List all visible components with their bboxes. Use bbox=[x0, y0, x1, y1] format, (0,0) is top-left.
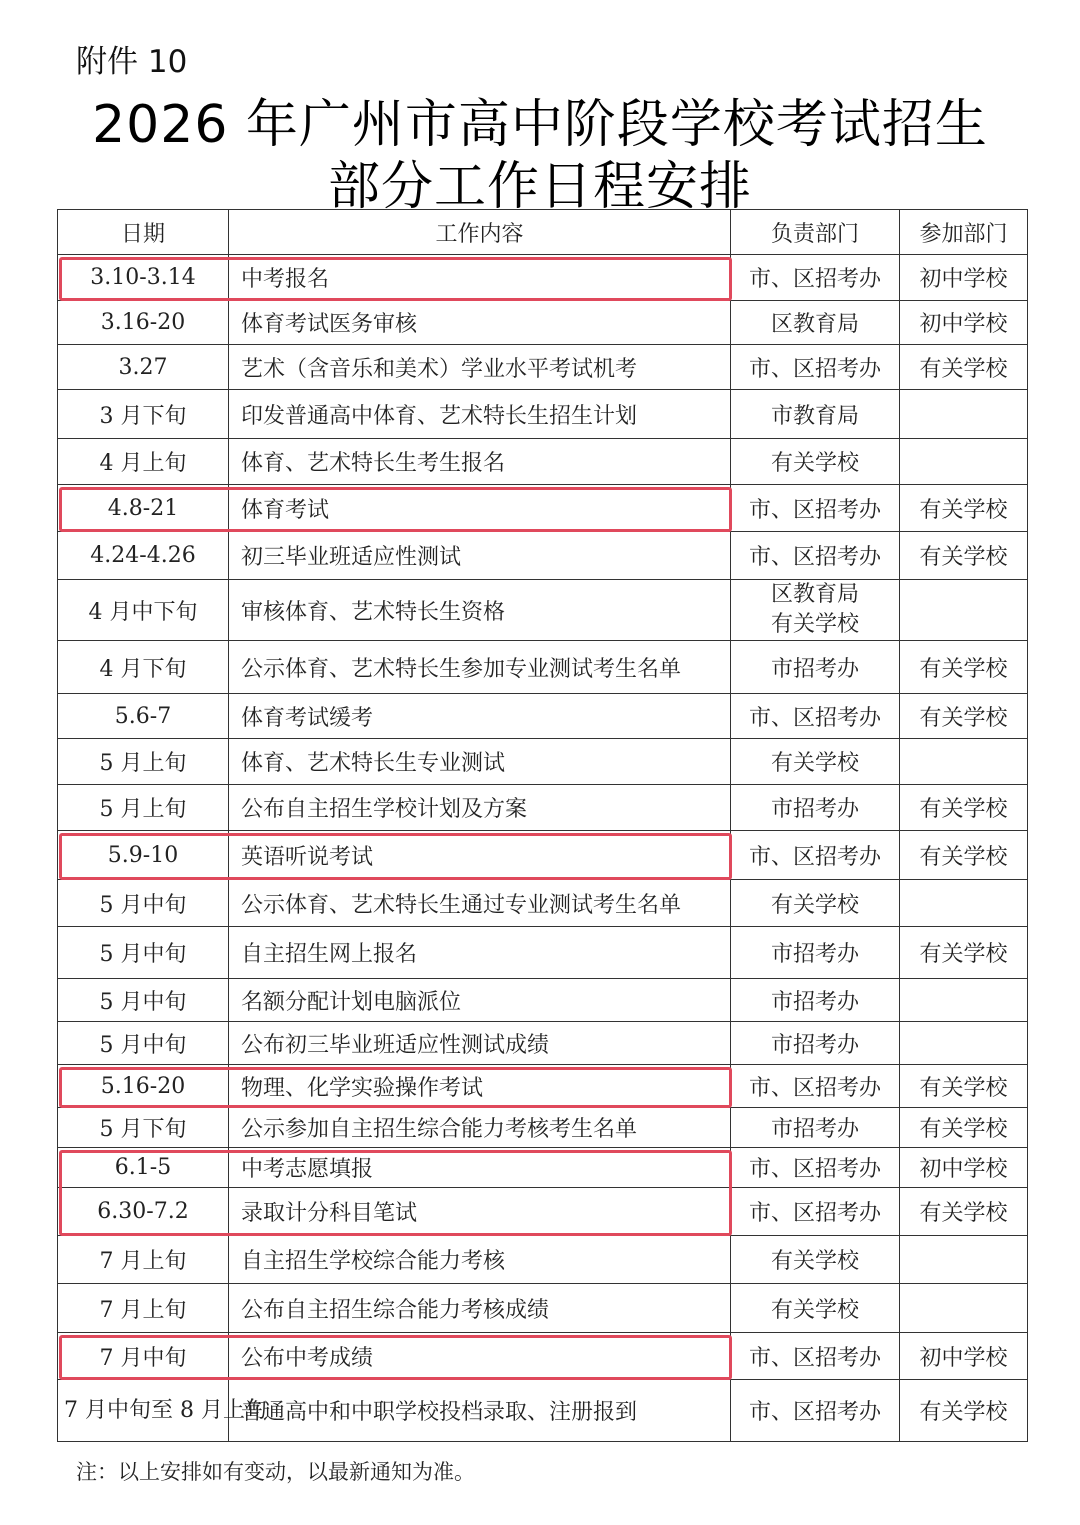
cell-date: 3 月下旬 bbox=[58, 390, 229, 439]
cell-responsible-dept: 市教育局 bbox=[731, 390, 900, 439]
cell-participating-dept bbox=[900, 979, 1028, 1022]
table-row bbox=[58, 880, 1028, 927]
cell-participating-dept bbox=[900, 1284, 1028, 1333]
cell-date: 7 月中旬至 8 月上旬 bbox=[58, 1380, 229, 1442]
table-row bbox=[58, 439, 1028, 485]
cell-participating-dept: 有关学校 bbox=[900, 831, 1028, 880]
document-title: 2026 年广州市高中阶段学校考试招生 bbox=[92, 95, 988, 155]
table-row bbox=[58, 831, 1028, 880]
cell-date: 5 月上旬 bbox=[58, 739, 229, 785]
header-content: 工作内容 bbox=[229, 210, 731, 255]
cell-responsible-dept: 有关学校 bbox=[731, 1284, 900, 1333]
cell-date: 6.1-5 bbox=[58, 1148, 229, 1188]
cell-date: 5 月中旬 bbox=[58, 927, 229, 979]
cell-participating-dept: 有关学校 bbox=[900, 532, 1028, 580]
table-row bbox=[58, 1148, 1028, 1188]
cell-participating-dept: 初中学校 bbox=[900, 1333, 1028, 1380]
cell-content: 普通高中和中职学校投档录取、注册报到 bbox=[229, 1380, 731, 1442]
cell-content: 录取计分科目笔试 bbox=[229, 1188, 731, 1236]
cell-content: 体育考试 bbox=[229, 485, 731, 532]
table-row bbox=[58, 785, 1028, 831]
header-responsible-dept: 负责部门 bbox=[731, 210, 900, 255]
cell-responsible-dept: 市招考办 bbox=[731, 641, 900, 694]
cell-participating-dept bbox=[900, 880, 1028, 927]
table-row bbox=[58, 739, 1028, 785]
table-row bbox=[58, 927, 1028, 979]
document-subtitle: 部分工作日程安排 bbox=[327, 157, 752, 217]
table-row bbox=[58, 485, 1028, 532]
cell-participating-dept: 有关学校 bbox=[900, 485, 1028, 532]
table-row bbox=[58, 1236, 1028, 1284]
cell-content: 初三毕业班适应性测试 bbox=[229, 532, 731, 580]
cell-responsible-dept: 有关学校 bbox=[731, 880, 900, 927]
cell-responsible-dept: 市、区招考办 bbox=[731, 345, 900, 390]
cell-content: 公示参加自主招生综合能力考核考生名单 bbox=[229, 1108, 731, 1148]
cell-content: 审核体育、艺术特长生资格 bbox=[229, 580, 731, 641]
cell-responsible-dept: 市、区招考办 bbox=[731, 831, 900, 880]
cell-content: 名额分配计划电脑派位 bbox=[229, 979, 731, 1022]
cell-responsible-dept: 市招考办 bbox=[731, 1108, 900, 1148]
cell-participating-dept: 有关学校 bbox=[900, 927, 1028, 979]
table-row bbox=[58, 1022, 1028, 1065]
cell-participating-dept: 有关学校 bbox=[900, 641, 1028, 694]
cell-date: 5.16-20 bbox=[58, 1065, 229, 1108]
cell-date: 3.27 bbox=[58, 345, 229, 390]
cell-responsible-dept: 市、区招考办 bbox=[731, 1380, 900, 1442]
cell-date: 5.6-7 bbox=[58, 694, 229, 739]
table-row bbox=[58, 345, 1028, 390]
cell-responsible-dept: 市、区招考办 bbox=[731, 485, 900, 532]
schedule-table bbox=[57, 209, 1028, 1442]
cell-participating-dept: 初中学校 bbox=[900, 301, 1028, 345]
cell-responsible-dept: 有关学校 bbox=[731, 439, 900, 485]
table-row bbox=[58, 1065, 1028, 1108]
cell-responsible-dept: 市招考办 bbox=[731, 785, 900, 831]
cell-responsible-dept: 有关学校 bbox=[731, 1236, 900, 1284]
cell-date: 7 月上旬 bbox=[58, 1284, 229, 1333]
cell-content: 公布自主招生学校计划及方案 bbox=[229, 785, 731, 831]
table-row bbox=[58, 1284, 1028, 1333]
cell-participating-dept: 初中学校 bbox=[900, 1148, 1028, 1188]
cell-content: 公示体育、艺术特长生通过专业测试考生名单 bbox=[229, 880, 731, 927]
cell-content: 自主招生学校综合能力考核 bbox=[229, 1236, 731, 1284]
table-row bbox=[58, 580, 1028, 641]
cell-date: 4.8-21 bbox=[58, 485, 229, 532]
cell-date: 4 月上旬 bbox=[58, 439, 229, 485]
cell-content: 体育、艺术特长生专业测试 bbox=[229, 739, 731, 785]
cell-responsible-dept: 市、区招考办 bbox=[731, 1333, 900, 1380]
cell-responsible-dept: 市招考办 bbox=[731, 927, 900, 979]
cell-participating-dept: 有关学校 bbox=[900, 345, 1028, 390]
cell-participating-dept: 有关学校 bbox=[900, 1108, 1028, 1148]
table-row bbox=[58, 1380, 1028, 1442]
cell-date: 5 月中旬 bbox=[58, 979, 229, 1022]
cell-participating-dept: 初中学校 bbox=[900, 255, 1028, 301]
cell-content: 公布自主招生综合能力考核成绩 bbox=[229, 1284, 731, 1333]
table-row bbox=[58, 979, 1028, 1022]
cell-responsible-dept: 有关学校 bbox=[731, 739, 900, 785]
cell-participating-dept: 有关学校 bbox=[900, 785, 1028, 831]
cell-participating-dept bbox=[900, 580, 1028, 641]
cell-date: 3.10-3.14 bbox=[58, 255, 229, 301]
cell-content: 中考报名 bbox=[229, 255, 731, 301]
cell-date: 5 月中旬 bbox=[58, 1022, 229, 1065]
cell-content: 公布初三毕业班适应性测试成绩 bbox=[229, 1022, 731, 1065]
cell-responsible-dept: 市、区招考办 bbox=[731, 255, 900, 301]
table-row bbox=[58, 1188, 1028, 1236]
cell-date: 3.16-20 bbox=[58, 301, 229, 345]
cell-date: 7 月上旬 bbox=[58, 1236, 229, 1284]
cell-content: 艺术（含音乐和美术）学业水平考试机考 bbox=[229, 345, 731, 390]
table-row bbox=[58, 255, 1028, 301]
cell-responsible-dept: 区教育局 有关学校 bbox=[731, 580, 900, 641]
cell-participating-dept bbox=[900, 1022, 1028, 1065]
cell-responsible-dept: 区教育局 bbox=[731, 301, 900, 345]
table-row bbox=[58, 532, 1028, 580]
table-row bbox=[58, 1108, 1028, 1148]
cell-responsible-dept: 市、区招考办 bbox=[731, 1188, 900, 1236]
cell-participating-dept bbox=[900, 390, 1028, 439]
table-header-row bbox=[58, 210, 1028, 255]
table-row bbox=[58, 390, 1028, 439]
cell-participating-dept bbox=[900, 439, 1028, 485]
cell-participating-dept: 有关学校 bbox=[900, 1380, 1028, 1442]
cell-participating-dept: 有关学校 bbox=[900, 1065, 1028, 1108]
cell-responsible-dept: 市、区招考办 bbox=[731, 694, 900, 739]
cell-responsible-dept: 市、区招考办 bbox=[731, 532, 900, 580]
cell-content: 公布中考成绩 bbox=[229, 1333, 731, 1380]
cell-date: 4 月中下旬 bbox=[58, 580, 229, 641]
cell-date: 5.9-10 bbox=[58, 831, 229, 880]
cell-participating-dept bbox=[900, 1236, 1028, 1284]
cell-date: 6.30-7.2 bbox=[58, 1188, 229, 1236]
cell-content: 公示体育、艺术特长生参加专业测试考生名单 bbox=[229, 641, 731, 694]
cell-participating-dept: 有关学校 bbox=[900, 1188, 1028, 1236]
cell-date: 5 月中旬 bbox=[58, 880, 229, 927]
cell-content: 自主招生网上报名 bbox=[229, 927, 731, 979]
cell-participating-dept bbox=[900, 739, 1028, 785]
cell-date: 4.24-4.26 bbox=[58, 532, 229, 580]
cell-responsible-dept: 市招考办 bbox=[731, 1022, 900, 1065]
table-row bbox=[58, 694, 1028, 739]
footnote: 注：以上安排如有变动，以最新通知为准。 bbox=[76, 1460, 475, 1484]
cell-content: 英语听说考试 bbox=[229, 831, 731, 880]
cell-content: 印发普通高中体育、艺术特长生招生计划 bbox=[229, 390, 731, 439]
cell-participating-dept: 有关学校 bbox=[900, 694, 1028, 739]
cell-responsible-dept: 市、区招考办 bbox=[731, 1065, 900, 1108]
cell-date: 5 月下旬 bbox=[58, 1108, 229, 1148]
cell-date: 4 月下旬 bbox=[58, 641, 229, 694]
table-row bbox=[58, 1333, 1028, 1380]
cell-responsible-dept: 市、区招考办 bbox=[731, 1148, 900, 1188]
cell-responsible-dept: 市招考办 bbox=[731, 979, 900, 1022]
header-participating-dept: 参加部门 bbox=[900, 210, 1028, 255]
cell-content: 体育考试医务审核 bbox=[229, 301, 731, 345]
table-row bbox=[58, 641, 1028, 694]
cell-content: 中考志愿填报 bbox=[229, 1148, 731, 1188]
header-date: 日期 bbox=[58, 210, 229, 255]
cell-date: 7 月中旬 bbox=[58, 1333, 229, 1380]
cell-content: 体育考试缓考 bbox=[229, 694, 731, 739]
cell-content: 物理、化学实验操作考试 bbox=[229, 1065, 731, 1108]
cell-content: 体育、艺术特长生考生报名 bbox=[229, 439, 731, 485]
table-row bbox=[58, 301, 1028, 345]
cell-date: 5 月上旬 bbox=[58, 785, 229, 831]
attachment-label: 附件 10 bbox=[76, 44, 188, 80]
